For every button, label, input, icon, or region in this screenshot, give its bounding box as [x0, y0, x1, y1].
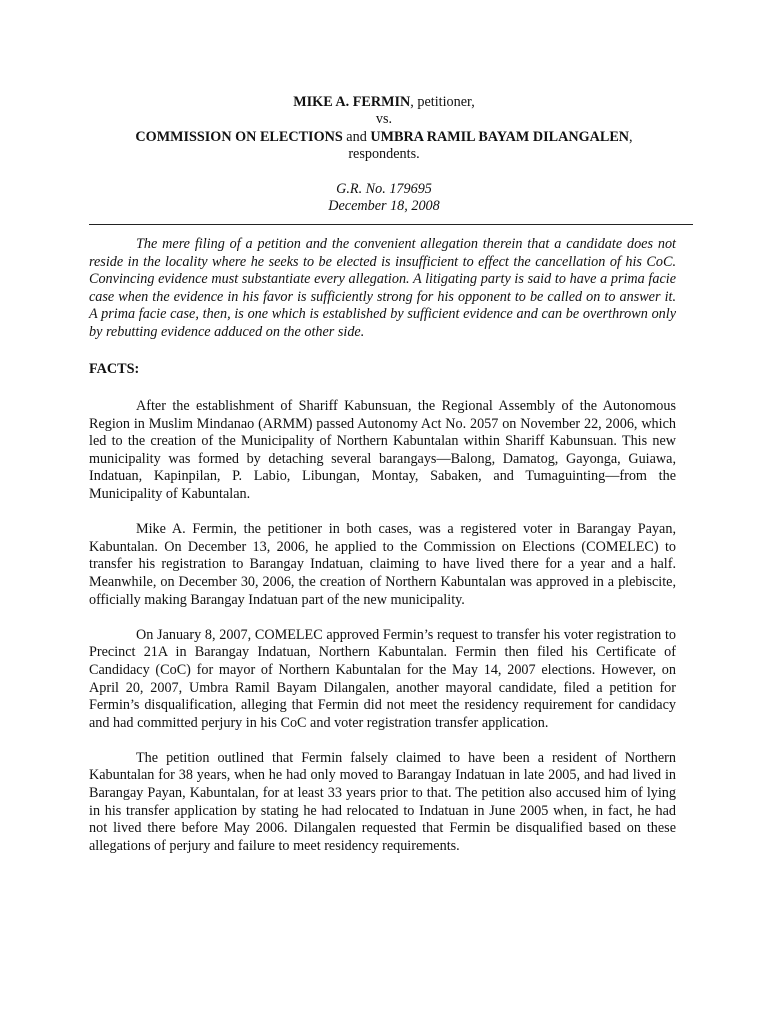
petitioner-name: MIKE A. FERMIN	[293, 94, 411, 110]
comma-text: ,	[629, 128, 633, 145]
and-text: and	[342, 128, 371, 145]
horizontal-rule	[89, 224, 693, 225]
facts-paragraph-4: The petition outlined that Fermin falsely claimed to have been a resident of Northern Kabuntalan for 38 years, when he had only moved to Barangay Indatuan in late 2005, and had lived in Barangay Payan, Kabuntalan, for at least 33 years prior to that. The petition also accused him of lying in his transfer application by stating he had relocated to Indatuan in June 2005 when, in fact, he had not lived there before May 2006. Dilangalen requested that Fermin be disqualified based on these allegations of perjury and failure to meet residency requirements.	[89, 749, 676, 854]
case-caption	[0, 94, 768, 216]
respondents-role: respondents.	[348, 146, 420, 163]
respondent-dilangalen: UMBRA RAMIL BAYAM DILANGALEN	[370, 128, 630, 145]
syllabus-paragraph: The mere filing of a petition and the convenient allegation therein that a candidate does not reside in the locality where he seeks to be elected is insufficient to effect the cancellation of his CoC. Convincing evidence must substantiate every allegation. A litigating party is said to have a prima facie case when the evidence in his favor is sufficiently strong for his opponent to be called on to answer it. A prima facie case, then, is one which is established by sufficient evidence and can be overthrown only by rebutting evidence adduced on the other side.	[89, 236, 676, 340]
caption-spacer	[0, 164, 768, 181]
respondent-comelec: COMMISSION ON ELECTIONS	[135, 128, 343, 145]
petitioner-role: , petitioner,	[410, 94, 475, 110]
decision-date-text: December 18, 2008	[328, 198, 440, 215]
facts-paragraph-2: Mike A. Fermin, the petitioner in both cases, was a registered voter in Barangay Payan, Kabuntalan. On December 13, 2006, he applied to the Commission on Elections (COMELEC) to transfer his registration to Barangay Indatuan, claiming to have lived there for a year and a half. Meanwhile, on December 30, 2006, the creation of Northern Kabuntalan was approved in a plebiscite, officially making Barangay Indatuan part of the new municipality.	[89, 521, 676, 608]
facts-paragraph-3: On January 8, 2007, COMELEC approved Fermin’s request to transfer his voter registration to Precinct 21A in Barangay Indatuan, Northern Kabuntalan. Fermin then filed his Certificate of Candidacy (CoC) for mayor of Northern Kabuntalan for the May 14, 2007 elections. However, on April 20, 2007, Umbra Ramil Bayam Dilangalen, another mayoral candidate, filed a petition for Fermin’s disqualification, alleging that Fermin did not meet the residency requirement for candidacy and had committed perjury in his CoC and voter registration transfer application.	[89, 626, 676, 731]
gr-number	[0, 181, 768, 198]
gr-number-text: G.R. No. 179695	[336, 180, 432, 197]
facts-section	[89, 398, 676, 873]
facts-heading: FACTS:	[89, 361, 140, 377]
syllabus-block	[89, 236, 676, 342]
petitioner-line	[0, 94, 768, 111]
facts-paragraph-1: After the establishment of Shariff Kabunsuan, the Regional Assembly of the Autonomous Region in Muslim Mindanao (ARMM) passed Autonomy Act No. 2057 on November 22, 2006, which led to the creation of the Municipality of Northern Kabuntalan within Shariff Kabunsuan. This new municipality was formed by detaching several barangays—Balong, Damatog, Gayonga, Guiawa, Indatuan, Kapinpilan, P. Labio, Libungan, Montay, Sabaken, and Tumaguinting—from the Municipality of Kabuntalan.	[89, 398, 676, 502]
respondents-line	[0, 129, 768, 146]
decision-date	[0, 198, 768, 215]
versus-line: vs.	[375, 111, 393, 128]
